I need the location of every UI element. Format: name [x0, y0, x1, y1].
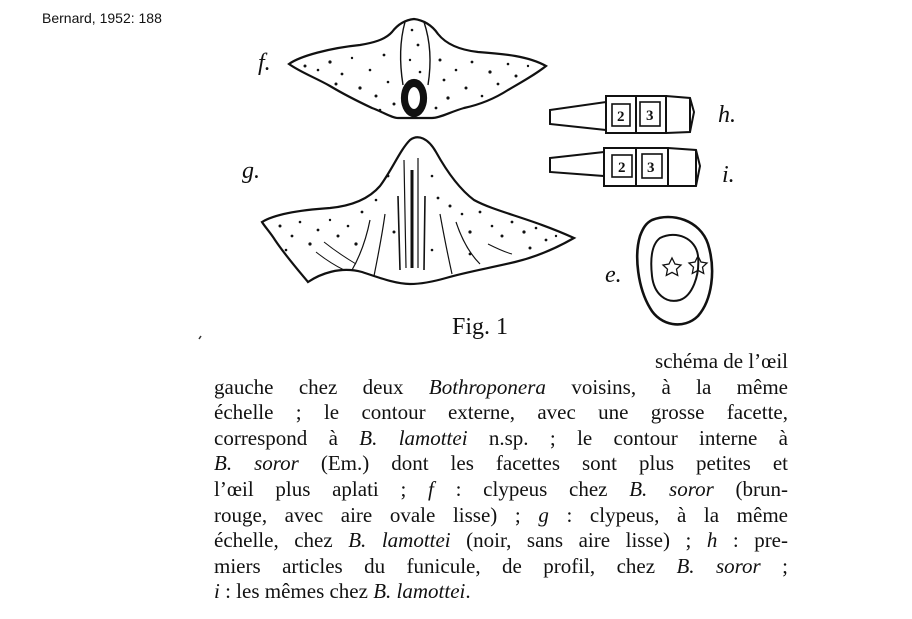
legend-line — [214, 400, 788, 426]
legend-line — [214, 579, 788, 605]
legend-text: schéma de l’œil — [655, 349, 788, 373]
legend-italic-text: f — [428, 476, 434, 501]
legend-line — [214, 426, 788, 452]
legend-text: . — [465, 579, 471, 604]
legend-text: n.sp. ; le contour interne à — [467, 425, 789, 450]
legend-text: miers articles du funicule, de profil, chez — [214, 553, 677, 578]
label-e: e. — [605, 262, 622, 288]
legend-text: : clypeus, à la même — [548, 502, 788, 527]
legend-text: : clypeus chez — [433, 476, 630, 501]
figure-caption: Fig. 1 — [452, 314, 509, 340]
legend-italic-text: Bothroponera — [428, 374, 546, 399]
legend-italic-text: B. soror — [676, 553, 761, 578]
legend-text: correspond à — [214, 425, 360, 450]
legend-text: rouge, avec aire ovale lisse) ; — [214, 502, 539, 527]
legend-italic-text: g — [538, 502, 549, 527]
legend-line — [214, 503, 788, 529]
stray-mark — [199, 336, 201, 339]
clypeus-g-drawing — [262, 137, 574, 284]
legend-italic-text: B. lamottei — [359, 425, 468, 450]
legend-italic-text: B. lamottei — [373, 579, 466, 604]
legend-text: : pre- — [717, 528, 788, 553]
segment-number-3: 3 — [647, 160, 655, 176]
segment-number-3: 3 — [646, 108, 654, 124]
legend-line — [214, 375, 788, 401]
legend-italic-text: h — [706, 528, 718, 553]
source-citation: Bernard, 1952: 188 — [42, 10, 162, 26]
label-f: f. — [258, 50, 271, 76]
legend-text: (Em.) dont les facettes sont plus petites et — [298, 451, 788, 476]
legend-text: (noir, sans aire lisse) ; — [450, 528, 707, 553]
legend-text: : les mêmes chez — [219, 579, 374, 604]
legend-text: gauche chez deux — [214, 374, 429, 399]
label-i: i. — [722, 162, 735, 188]
legend-line — [214, 349, 788, 375]
eye-e-drawing — [637, 217, 712, 324]
legend-italic-text: B. soror — [629, 476, 714, 501]
legend-text: (brun- — [713, 476, 788, 501]
legend-line — [214, 528, 788, 554]
figure-legend — [214, 349, 788, 605]
legend-text: voisins, à la même — [545, 374, 788, 399]
legend-line — [214, 554, 788, 580]
legend-italic-text: i — [214, 579, 220, 604]
segment-number-2: 2 — [618, 160, 626, 176]
legend-italic-text: B. soror — [214, 451, 299, 476]
legend-text: ; — [760, 553, 788, 578]
clypeus-f-drawing — [289, 19, 546, 118]
segment-number-2: 2 — [617, 109, 625, 125]
label-g: g. — [242, 158, 260, 184]
legend-text: l’œil plus aplati ; — [214, 476, 429, 501]
legend-line — [214, 451, 788, 477]
legend-italic-text: B. lamottei — [348, 528, 451, 553]
label-h: h. — [718, 102, 736, 128]
legend-text: échelle ; le contour externe, avec une grosse facette, — [214, 400, 788, 425]
legend-line — [214, 477, 788, 503]
legend-text: échelle, chez — [214, 528, 349, 553]
